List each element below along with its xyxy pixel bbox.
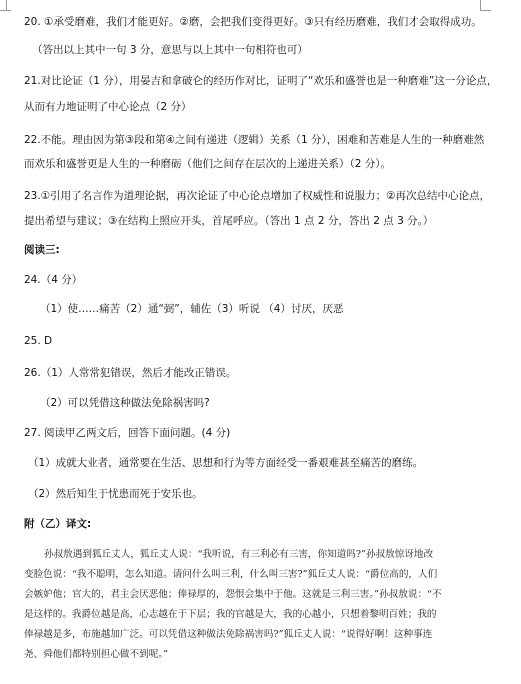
answer-24-body: （1）使……痛苦（2）通“弼”，辅佐（3）听说 （4）讨厌，厌恶: [40, 303, 344, 315]
crop-mark-top-left-h: [0, 10, 11, 11]
answer-23-line-1: 23.①引用了名言作为道理论据，再次论证了中心论点增加了权威性和说服力；②再次总结中心论点，: [24, 190, 491, 202]
answer-24-heading: 24.（4 分）: [24, 274, 83, 286]
translation-line: 变脸色说：“我不聪明，怎么知道。请问什么叫三利，什么叫三害?”狐丘丈人说：“爵位高的，人们: [24, 569, 438, 580]
answer-21-line-1: 21.对比论证（1 分），用晏吉和拿破仑的经历作对比，证明了“欢乐和盛誉也是一种磨难”这一分论点，: [24, 75, 498, 87]
translation-line: 俸禄越是多，布施越加广泛。可以凭借这种做法免除祸害吗?”狐丘丈人说：“说得好啊！这种事连: [24, 629, 433, 640]
answer-27-line-1: （1）成就大业者，通常要在生活、思想和行为等方面经受一番艰难甚至痛苦的磨练。: [28, 457, 424, 469]
appendix-heading: 附（乙）译文:: [24, 518, 92, 530]
answer-21-line-2: 从而有力地证明了中心论点（2 分）: [24, 101, 192, 113]
crop-mark-top-right-h: [480, 10, 491, 11]
answer-20-line-2: （答出以上其中一句 3 分，意思与以上其中一句相符也可）: [32, 44, 308, 56]
translation-line: 会嫉妒他；官大的，君主会厌恶他；俸禄厚的，怨恨会集中于他。这就是三利三害。”孙叔敖说：“不: [24, 589, 442, 600]
answer-25: 25. D: [24, 335, 53, 347]
answer-26-line-1: 26.（1）人常常犯错误，然后才能改正错误。: [24, 367, 237, 379]
translation-line: 是这样的。我爵位越是高，心志越在于下层；我的官越是大，我的心越小，只想着黎明百姓；我的: [24, 609, 437, 620]
answer-23-line-2: 提出希望与建议；③在结构上照应开头，首尾呼应。（答出 1 点 2 分，答出 2 点 3 分。）: [24, 215, 434, 227]
translation-line: 孙叔敖遇到狐丘丈人，狐丘丈人说：“我听说，有三利必有三害，你知道吗?”孙叔敖惊讶地改: [44, 549, 434, 560]
answer-27-line-2: （2）然后知生于忧患而死于安乐也。: [28, 488, 203, 500]
answer-26-line-2: （2）可以凭借这种做法免除祸害吗?: [40, 397, 210, 409]
section-3-heading: 阅读三:: [24, 244, 60, 256]
answer-22-line-1: 22.不能。理由因为第③段和第④之间有递进（逻辑）关系（1 分），困难和苦难是人生的一种磨难然: [24, 134, 485, 146]
answer-20-line-1: 20. ①承受磨难，我们才能更好。②磨，会把我们变得更好。③只有经历磨难，我们才会取得成功。: [24, 16, 482, 28]
translation-line: 尧、舜他们都特别担心做不到呢。”: [24, 649, 169, 660]
answer-27-heading: 27. 阅读甲乙两文后，回答下面问题。(4 分): [24, 427, 231, 439]
answer-22-line-2: 而欢乐和盛誉更是人生的一种磨砺（他们之间存在层次的上递进关系）（2 分）。: [24, 158, 392, 170]
